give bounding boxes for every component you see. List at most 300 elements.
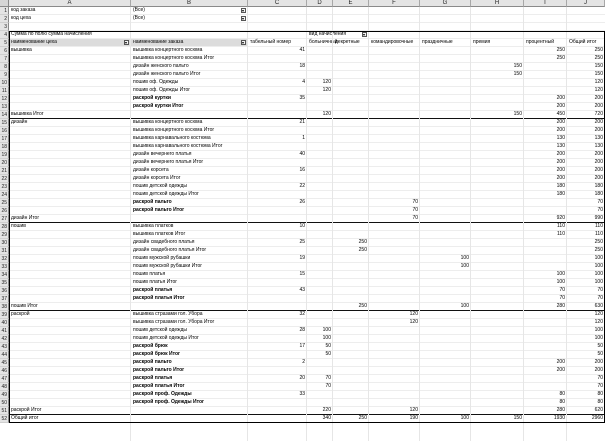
- table-row: [9, 383, 605, 391]
- value-cell: 200: [594, 127, 603, 133]
- column-header-h[interactable]: H: [471, 0, 524, 7]
- row-header-19[interactable]: 19: [1, 152, 7, 158]
- row-header-16[interactable]: 16: [1, 128, 7, 134]
- column-field-dropdown-icon[interactable]: [362, 32, 367, 37]
- order-name: вышивка стразами гол. Убора: [133, 311, 203, 317]
- order-name: дизайн корсета Итог: [133, 175, 181, 181]
- row-header-13[interactable]: 13: [1, 104, 7, 110]
- order-name: раскрой проф. Одежды: [133, 391, 192, 397]
- row-header-15[interactable]: 15: [1, 120, 7, 126]
- row-header-47[interactable]: 47: [1, 376, 7, 382]
- order-name: пошив детской одежды Итог: [133, 191, 199, 197]
- row-header-17[interactable]: 17: [1, 136, 7, 142]
- value-cell: 100: [594, 255, 603, 261]
- value-cell: 50: [597, 343, 603, 349]
- row-header-37[interactable]: 37: [1, 296, 7, 302]
- order-name: вышивка концертного косюма: [133, 47, 203, 53]
- table-row: [9, 55, 605, 63]
- table-row: [9, 359, 605, 367]
- employee-number: 18: [299, 63, 305, 69]
- value-cell: 120: [594, 87, 603, 93]
- value-cell: 130: [556, 143, 565, 149]
- row-header-10[interactable]: 10: [1, 80, 7, 86]
- value-cell: 250: [358, 303, 367, 309]
- value-cell: 250: [358, 247, 367, 253]
- value-cell: 250: [594, 55, 603, 61]
- order-name: раскрой пальто Итог: [133, 367, 185, 373]
- table-row: [9, 103, 605, 111]
- value-cell: 220: [322, 407, 331, 413]
- column-header-a[interactable]: A: [9, 0, 131, 7]
- gridline: [368, 7, 369, 441]
- table-row: [9, 263, 605, 271]
- value-cell: 250: [358, 415, 367, 421]
- value-cell: 110: [595, 231, 603, 237]
- employee-number: 20: [299, 375, 305, 381]
- gridline: [470, 7, 471, 441]
- order-name: дизайн вечернего платья Итог: [133, 159, 204, 165]
- order-name: пошив мужской рубашки: [133, 255, 191, 261]
- value-cell: 130: [594, 143, 603, 149]
- table-row: [9, 343, 605, 351]
- value-cell: 200: [594, 151, 603, 157]
- value-cell: 80: [597, 399, 603, 405]
- row-header-8[interactable]: 8: [0, 63, 9, 71]
- gridline: [306, 7, 307, 441]
- value-cell: 200: [594, 167, 603, 173]
- row-header-51[interactable]: 51: [1, 408, 7, 414]
- table-row: [9, 231, 605, 239]
- column-header-label: декретные: [335, 39, 360, 45]
- employee-number: 1: [302, 135, 305, 141]
- value-cell: 110: [557, 223, 565, 229]
- row-field-dropdown-icon[interactable]: [241, 40, 246, 45]
- gridline: [523, 7, 524, 441]
- table-row: [9, 303, 605, 311]
- order-name: пошив детской одежды: [133, 183, 187, 189]
- table-row: [9, 151, 605, 159]
- value-cell: 200: [594, 367, 603, 373]
- order-name: раскрой пальто: [133, 199, 172, 205]
- order-name: раскрой платья: [133, 287, 173, 293]
- value-cell: 70: [412, 207, 418, 213]
- value-cell: 110: [557, 231, 565, 237]
- row-header-3[interactable]: 3: [0, 23, 9, 31]
- row-header-45[interactable]: 45: [1, 360, 7, 366]
- value-cell: 250: [594, 47, 603, 53]
- value-cell: 280: [556, 303, 565, 309]
- value-cell: 190: [409, 415, 418, 421]
- column-header-b[interactable]: B: [131, 0, 248, 7]
- order-name: вышивка концертного косюма Итог: [133, 55, 215, 61]
- value-cell: 100: [460, 263, 469, 269]
- order-name: пошив платья Итог: [133, 279, 178, 285]
- row-header-36[interactable]: 36: [1, 288, 7, 294]
- row-header-4[interactable]: 4: [0, 31, 9, 39]
- order-name: пошив платья: [133, 271, 166, 277]
- value-cell: 70: [597, 383, 603, 389]
- value-cell: 990: [594, 215, 603, 221]
- pivot-data-field: Сумма по полю сумма начисления: [11, 31, 92, 37]
- value-cell: 120: [322, 87, 331, 93]
- value-cell: 120: [409, 407, 418, 413]
- value-cell: 250: [556, 47, 565, 53]
- value-cell: 50: [597, 351, 603, 357]
- value-cell: 70: [325, 383, 331, 389]
- value-cell: 200: [594, 103, 603, 109]
- value-cell: 200: [594, 175, 603, 181]
- select-all-corner[interactable]: [0, 0, 9, 7]
- employee-number: 21: [299, 119, 305, 125]
- column-header-c[interactable]: C: [248, 0, 307, 7]
- row-header-52[interactable]: 52: [1, 416, 7, 422]
- value-cell: 120: [594, 79, 603, 85]
- value-cell: 180: [556, 191, 565, 197]
- value-cell: 150: [594, 63, 603, 69]
- value-cell: 250: [594, 239, 603, 245]
- row-header-22[interactable]: 22: [1, 176, 7, 182]
- filter-dropdown-icon[interactable]: [241, 8, 246, 13]
- value-cell: 100: [594, 279, 603, 285]
- order-name: вышивка платков Итог: [133, 231, 186, 237]
- column-header-label: процентный: [526, 39, 555, 45]
- employee-number: 25: [299, 239, 305, 245]
- order-name: пошив оф. Одежды Итог: [133, 87, 191, 93]
- value-cell: 280: [556, 407, 565, 413]
- table-row: [9, 247, 605, 255]
- column-header-j[interactable]: J: [567, 0, 605, 7]
- column-header-label: больничный: [309, 39, 338, 45]
- order-name: раскрой куртки Итог: [133, 103, 184, 109]
- table-row: [9, 47, 605, 55]
- row-header-21[interactable]: 21: [1, 168, 7, 174]
- order-name: вышивка карнавального костюма Итог: [133, 143, 223, 149]
- value-cell: 50: [325, 351, 331, 357]
- value-cell: 450: [556, 111, 565, 117]
- row-header-9[interactable]: 9: [0, 71, 9, 79]
- value-cell: 70: [559, 287, 565, 293]
- column-header-label: премия: [473, 39, 491, 45]
- row-header-35[interactable]: 35: [1, 280, 7, 286]
- workshop-name: пошив: [11, 223, 26, 229]
- table-row: [9, 239, 605, 247]
- value-cell: 80: [559, 399, 565, 405]
- employee-number: 41: [299, 47, 305, 53]
- table-row: [9, 127, 605, 135]
- value-cell: 130: [594, 135, 603, 141]
- filter-label: код заказа: [11, 7, 36, 13]
- row-header-6[interactable]: 6: [0, 47, 9, 55]
- value-cell: 200: [594, 95, 603, 101]
- value-cell: 100: [556, 279, 565, 285]
- row-header-7[interactable]: 7: [0, 55, 9, 63]
- value-cell: 100: [556, 271, 565, 277]
- value-cell: 70: [597, 207, 603, 213]
- row-header-31[interactable]: 31: [1, 248, 7, 254]
- table-row: [9, 119, 605, 127]
- value-cell: 200: [594, 119, 603, 125]
- order-name: вышивка концертного косюма Итог: [133, 127, 215, 133]
- order-name: дизайн свадебного платья: [133, 239, 195, 245]
- employee-number: 43: [299, 287, 305, 293]
- table-row: [9, 335, 605, 343]
- value-cell: 620: [594, 407, 603, 413]
- order-name: раскрой платья: [133, 375, 173, 381]
- row-header-25[interactable]: 25: [1, 200, 7, 206]
- value-cell: 200: [556, 95, 565, 101]
- employee-number: 40: [299, 151, 305, 157]
- row-header-2[interactable]: 2: [0, 15, 9, 23]
- table-row: [9, 255, 605, 263]
- order-name: дизайн женского пальто: [133, 63, 189, 69]
- value-cell: 70: [325, 375, 331, 381]
- value-cell: 70: [597, 199, 603, 205]
- row-header-42[interactable]: 42: [1, 336, 7, 342]
- table-row: [9, 367, 605, 375]
- value-cell: 50: [325, 343, 331, 349]
- order-name: вышивка концертного косюма: [133, 119, 203, 125]
- row-header-30[interactable]: 30: [1, 240, 7, 246]
- subtotal-label: Общий итог: [11, 415, 39, 421]
- value-cell: 70: [412, 199, 418, 205]
- row-header-29[interactable]: 29: [1, 232, 7, 238]
- order-name: вышивка карнавального костюма: [133, 135, 211, 141]
- value-cell: 630: [594, 303, 603, 309]
- row-header-5[interactable]: 5: [0, 39, 9, 47]
- value-cell: 250: [358, 239, 367, 245]
- table-row: [9, 327, 605, 335]
- employee-number: 16: [299, 167, 305, 173]
- value-cell: 180: [594, 191, 603, 197]
- row-header-20[interactable]: 20: [1, 160, 7, 166]
- value-cell: 200: [594, 359, 603, 365]
- column-header-label: праздничные: [422, 39, 453, 45]
- row-header-50[interactable]: 50: [1, 400, 7, 406]
- row-header-11[interactable]: 11: [1, 88, 7, 94]
- employee-number: 2: [302, 359, 305, 365]
- table-row: [9, 71, 605, 79]
- table-row: [9, 95, 605, 103]
- column-header-g[interactable]: G: [420, 0, 471, 7]
- column-header-label: табельный номер: [250, 39, 292, 45]
- table-row: [9, 399, 605, 407]
- value-cell: 80: [597, 391, 603, 397]
- table-row: [9, 271, 605, 279]
- value-cell: 100: [460, 415, 469, 421]
- employee-number: 28: [299, 327, 305, 333]
- column-header-e[interactable]: E: [333, 0, 369, 7]
- value-cell: 200: [556, 367, 565, 373]
- order-name: раскрой проф. Одежды Итог: [133, 399, 205, 405]
- value-cell: 200: [556, 119, 565, 125]
- table-row: [9, 207, 605, 215]
- row-header-44[interactable]: 44: [1, 352, 7, 358]
- table-row: [9, 199, 605, 207]
- value-cell: 70: [597, 295, 603, 301]
- table-row: [9, 183, 605, 191]
- value-cell: 150: [513, 415, 522, 421]
- table-row: [9, 15, 605, 23]
- gridline: [130, 7, 131, 441]
- value-cell: 120: [409, 319, 418, 325]
- employee-number: 19: [299, 255, 305, 261]
- order-name: дизайн свадебного платья Итог: [133, 247, 207, 253]
- row-header-38[interactable]: 38: [1, 304, 7, 310]
- column-header-i[interactable]: I: [524, 0, 567, 7]
- employee-number: 33: [299, 391, 305, 397]
- employee-number: 22: [299, 183, 305, 189]
- row-field-header[interactable]: наименование заказа: [131, 39, 248, 46]
- value-cell: 100: [460, 255, 469, 261]
- order-name: раскрой пальто: [133, 359, 172, 365]
- row-header-40[interactable]: 40: [1, 320, 7, 326]
- table-row: [9, 407, 605, 415]
- pivot-column-field[interactable]: вид начисления: [309, 31, 347, 37]
- employee-number: 15: [299, 271, 305, 277]
- value-cell: 200: [556, 175, 565, 181]
- filter-value[interactable]: (Все): [133, 15, 145, 21]
- row-header-18[interactable]: 18: [1, 144, 7, 150]
- value-cell: 200: [556, 159, 565, 165]
- table-row: [9, 79, 605, 87]
- row-header-26[interactable]: 26: [1, 208, 7, 214]
- row-header-32[interactable]: 32: [1, 256, 7, 262]
- column-header-d[interactable]: D: [307, 0, 333, 7]
- value-cell: 150: [594, 71, 603, 77]
- value-cell: 150: [513, 111, 522, 117]
- employee-number: 10: [299, 223, 305, 229]
- employee-number: 4: [302, 79, 305, 85]
- row-header-23[interactable]: 23: [1, 184, 7, 190]
- subtotal-label: вышивка Итог: [11, 111, 44, 117]
- table-row: [9, 167, 605, 175]
- table-row: [9, 215, 605, 223]
- table-row: [9, 279, 605, 287]
- order-name: пошив оф. Одежды: [133, 79, 179, 85]
- row-header-14[interactable]: 14: [1, 112, 7, 118]
- row-header-28[interactable]: 28: [1, 224, 7, 230]
- value-cell: 130: [556, 135, 565, 141]
- table-row: [9, 319, 605, 327]
- row-header-49[interactable]: 49: [1, 392, 7, 398]
- subtotal-label: пошив Итог: [11, 303, 38, 309]
- value-cell: 100: [594, 263, 603, 269]
- value-cell: 70: [412, 215, 418, 221]
- employee-number: 17: [299, 343, 305, 349]
- table-row: [9, 191, 605, 199]
- value-cell: 200: [556, 167, 565, 173]
- value-cell: 120: [594, 319, 603, 325]
- filter-value[interactable]: (Все): [133, 7, 145, 13]
- row-header-46[interactable]: 46: [1, 368, 7, 374]
- column-header-label: командировочные: [371, 39, 414, 45]
- value-cell: 200: [556, 127, 565, 133]
- value-cell: 100: [460, 303, 469, 309]
- table-row: [9, 31, 605, 39]
- order-name: пошив детской одежды: [133, 327, 187, 333]
- table-row: [9, 391, 605, 399]
- table-row: [9, 39, 605, 47]
- row-header-41[interactable]: 41: [1, 328, 7, 334]
- row-header-43[interactable]: 43: [1, 344, 7, 350]
- gridline: [566, 7, 567, 441]
- value-cell: 120: [594, 311, 603, 317]
- row-header-48[interactable]: 48: [1, 384, 7, 390]
- order-name: раскрой платья Итог: [133, 383, 185, 389]
- gridline: [332, 7, 333, 441]
- value-cell: 150: [513, 71, 522, 77]
- value-cell: 180: [594, 183, 603, 189]
- table-row: [9, 295, 605, 303]
- table-row: [9, 311, 605, 319]
- table-row: [9, 87, 605, 95]
- row-field-dropdown-icon[interactable]: [124, 40, 129, 45]
- value-cell: 340: [322, 415, 331, 421]
- value-cell: 100: [594, 327, 603, 333]
- value-cell: 100: [322, 327, 331, 333]
- gridline: [419, 7, 420, 441]
- value-cell: 70: [597, 287, 603, 293]
- table-row: [9, 175, 605, 183]
- order-name: дизайн корсета: [133, 167, 169, 173]
- column-header-label: Общий итог: [569, 39, 597, 45]
- row-header-27[interactable]: 27: [1, 216, 7, 222]
- order-name: пошив детской одежды Итог: [133, 335, 199, 341]
- value-cell: 100: [322, 335, 331, 341]
- value-cell: 70: [597, 375, 603, 381]
- table-row: [9, 23, 605, 31]
- value-cell: 100: [594, 271, 603, 277]
- workshop-name: раскрой: [11, 311, 30, 317]
- value-cell: 120: [409, 311, 418, 317]
- workshop-name: дизайн: [11, 119, 28, 125]
- row-header-34[interactable]: 34: [1, 272, 7, 278]
- value-cell: 110: [595, 223, 603, 229]
- order-name: пошив мужской рубашки Итог: [133, 263, 203, 269]
- employee-number: 26: [299, 199, 305, 205]
- order-name: вышивка платков: [133, 223, 174, 229]
- value-cell: 120: [322, 111, 331, 117]
- row-field-header[interactable]: наименование цеха: [9, 39, 131, 46]
- row-header-39[interactable]: 39: [1, 312, 7, 318]
- filter-dropdown-icon[interactable]: [241, 16, 246, 21]
- row-header-33[interactable]: 33: [1, 264, 7, 270]
- order-name: раскрой брюк Итог: [133, 351, 181, 357]
- subtotal-label: раскрой Итог: [11, 407, 42, 413]
- row-header-24[interactable]: 24: [1, 192, 7, 198]
- value-cell: 250: [594, 247, 603, 253]
- table-row: [9, 375, 605, 383]
- value-cell: 1930: [553, 415, 565, 421]
- table-row: [9, 63, 605, 71]
- table-row: [9, 135, 605, 143]
- value-cell: 920: [556, 215, 565, 221]
- order-name: раскрой пальто Итог: [133, 207, 185, 213]
- column-header-f[interactable]: F: [369, 0, 420, 7]
- table-row: [9, 351, 605, 359]
- value-cell: 80: [559, 391, 565, 397]
- table-row: [9, 7, 605, 15]
- value-cell: 720: [594, 111, 603, 117]
- value-cell: 70: [559, 295, 565, 301]
- row-header-12[interactable]: 12: [1, 96, 7, 102]
- row-header-1[interactable]: 1: [0, 7, 9, 15]
- value-cell: 250: [556, 55, 565, 61]
- value-cell: 200: [556, 359, 565, 365]
- table-row: [9, 143, 605, 151]
- value-cell: 100: [594, 335, 603, 341]
- value-cell: 2960: [591, 415, 603, 421]
